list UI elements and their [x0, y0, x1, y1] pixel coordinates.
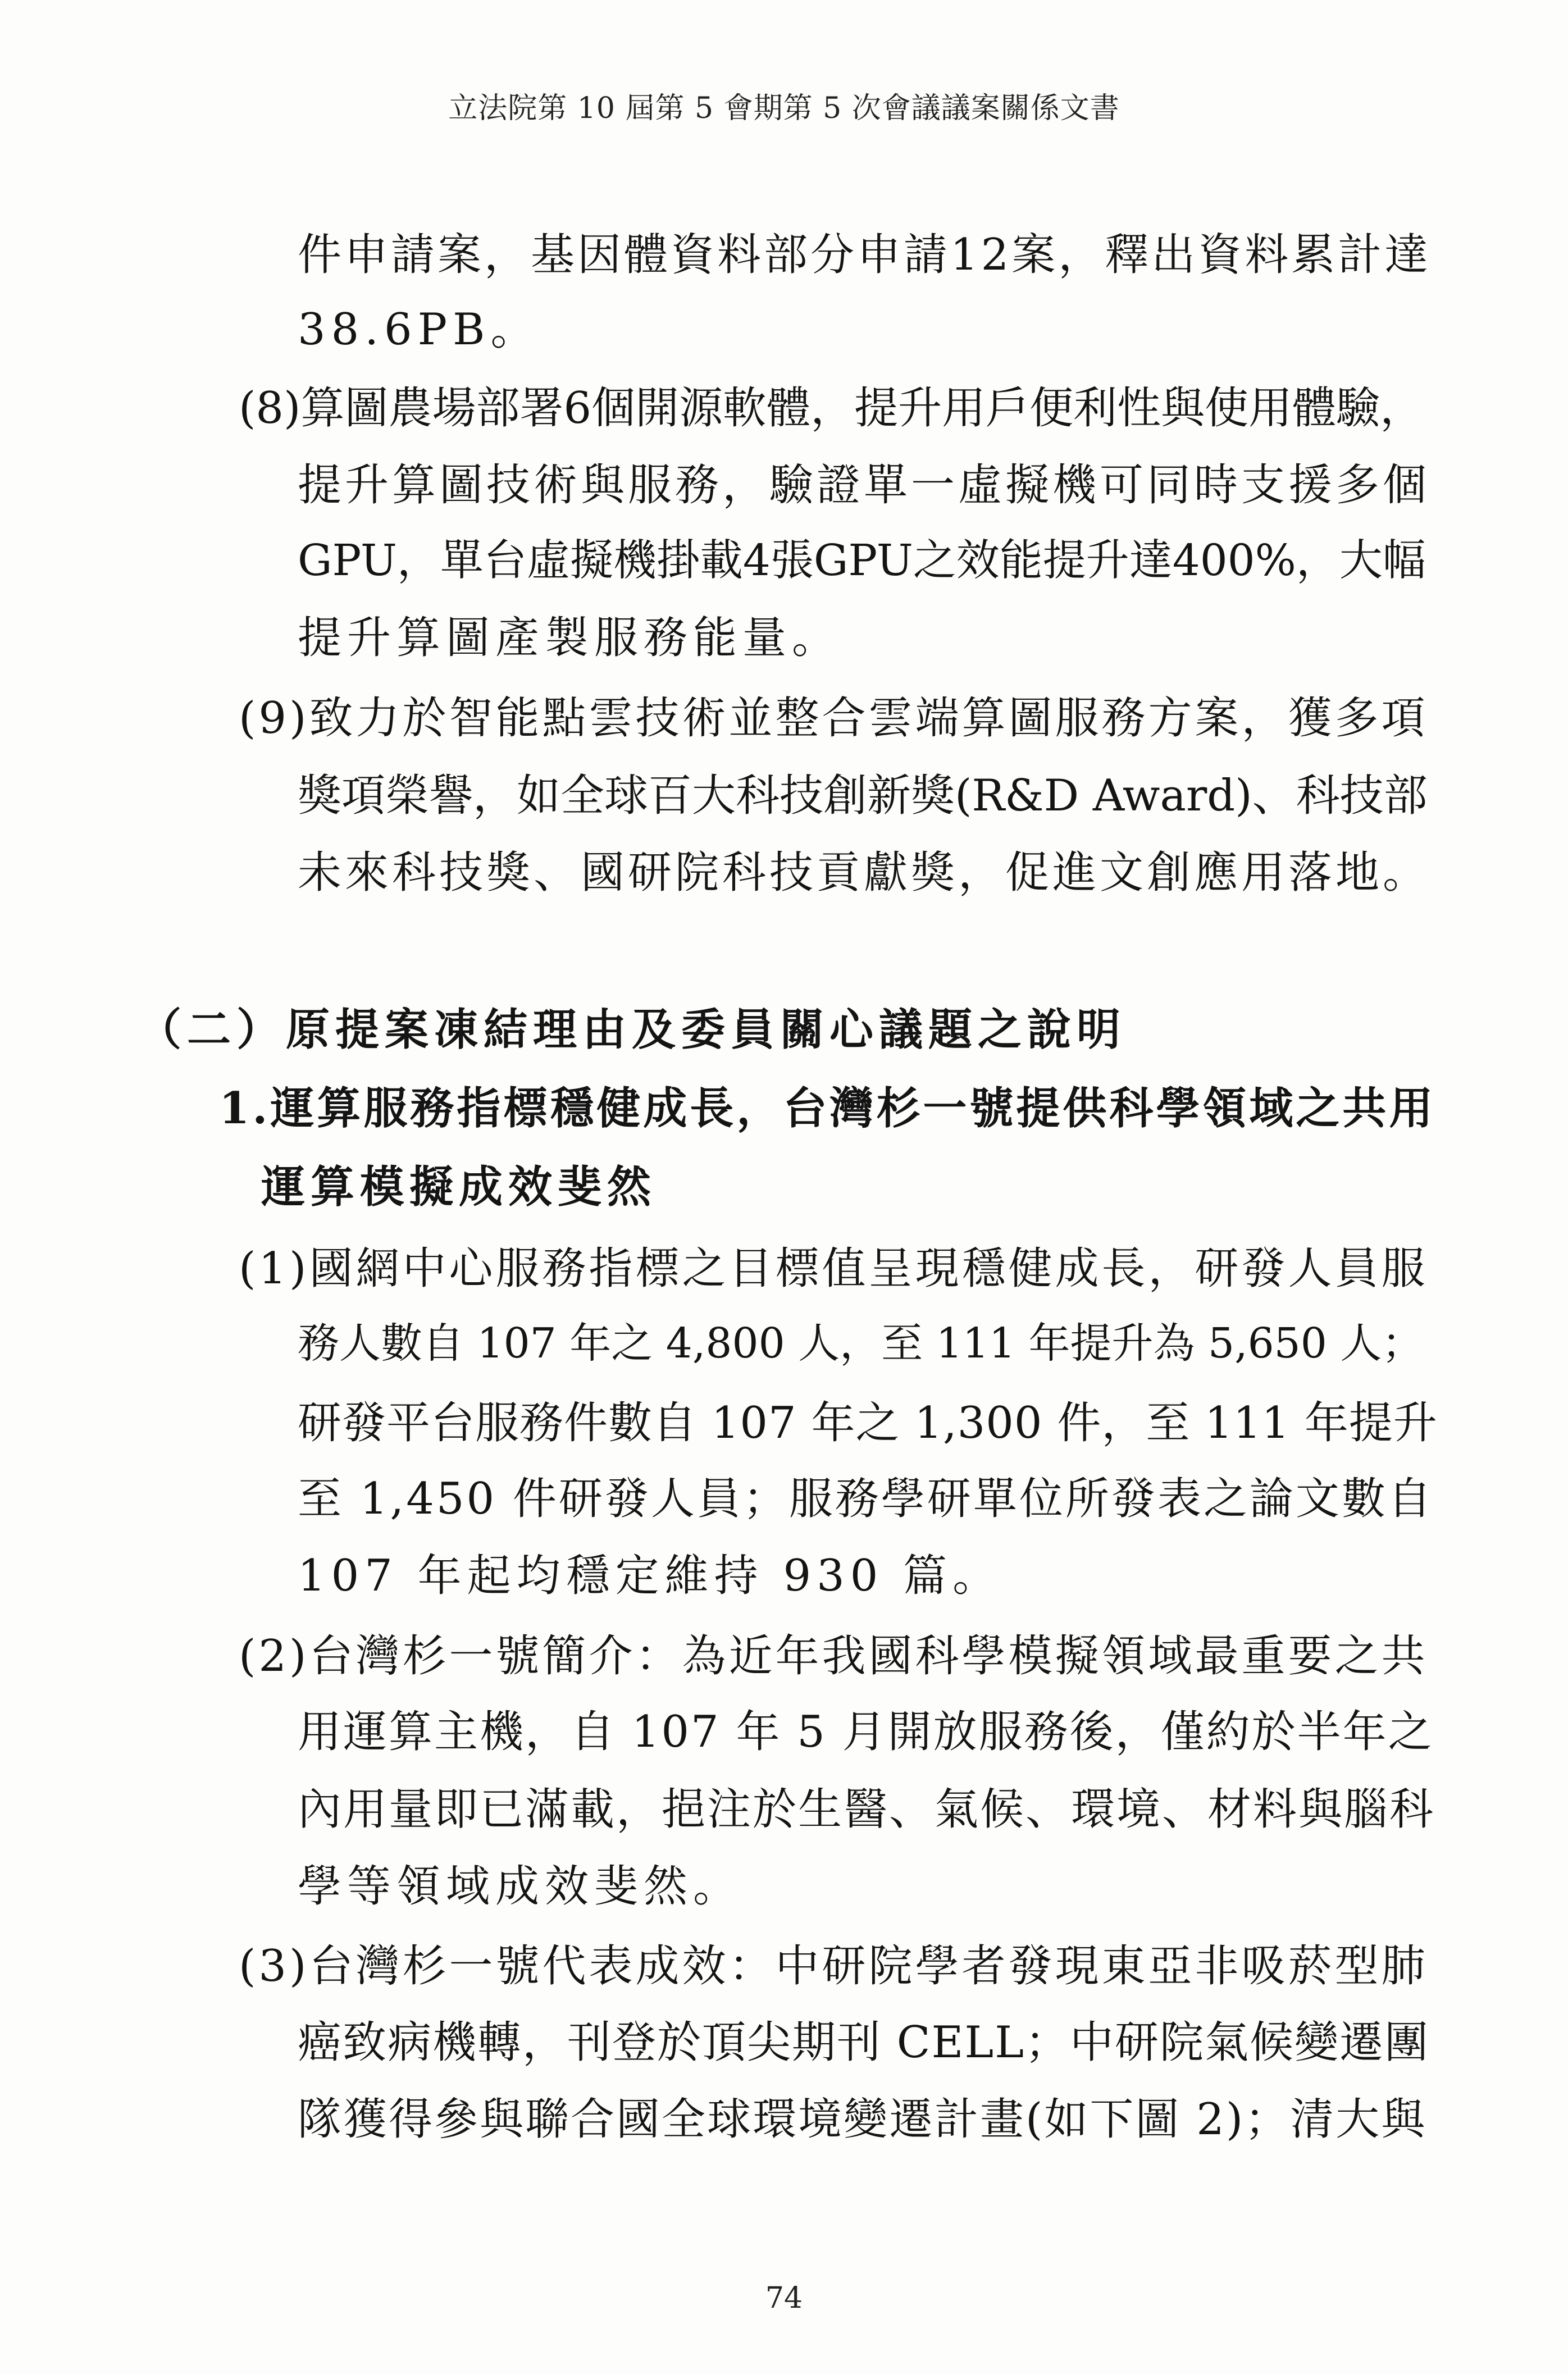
body-line: 研發平台服務件數自 107 年之 1,300 件，至 111 年提升 — [298, 1398, 1438, 1448]
list-item-9: (9)致力於智能點雲技術並整合雲端算圖服務方案，獲多項 — [239, 693, 1428, 744]
document-header: 立法院第 10 屆第 5 會期第 5 次會議議案關係文書 — [448, 92, 1120, 125]
list-item-1: (1)國網中心服務指標之目標值呈現穩健成長，研發人員服 — [239, 1243, 1428, 1294]
body-line: 隊獲得參與聯合國全球環境變遷計畫(如下圖 2)；清大與 — [298, 2094, 1427, 2145]
body-line: 內用量即已滿載，挹注於生醫、氣候、環境、材料與腦科 — [298, 1784, 1435, 1835]
section-heading: （二）原提案凍結理由及委員關心議題之說明 — [138, 1004, 1127, 1055]
list-item-3: (3)台灣杉一號代表成效：中研院學者發現東亞非吸菸型肺 — [239, 1941, 1428, 1992]
body-line: 至 1,450 件研發人員；服務學研單位所發表之論文數自 — [298, 1474, 1434, 1524]
body-line: 提升算圖技術與服務，驗證單一虛擬機可同時支援多個 — [298, 460, 1430, 511]
subheading: 1.運算服務指標穩健成長，台灣杉一號提供科學領域之共用 — [219, 1083, 1436, 1134]
body-line: GPU，單台虛擬機掛載4張GPU之效能提升達400%，大幅 — [298, 536, 1426, 586]
body-line: 癌致病機轉，刊登於頂尖期刊 CELL；中研院氣候變遷團 — [298, 2017, 1430, 2068]
body-line: 用運算主機，自 107 年 5 月開放服務後，僅約於半年之 — [298, 1707, 1434, 1757]
body-line: 務人數自 107 年之 4,800 人，至 111 年提升為 5,650 人； — [298, 1319, 1424, 1368]
body-line: 件申請案，基因體資料部分申請12案，釋出資料累計達 — [298, 230, 1432, 280]
subheading: 運算模擬成效斐然 — [261, 1161, 657, 1213]
body-line: 38.6PB。 — [298, 304, 540, 355]
body-line: 獎項榮譽，如全球百大科技創新獎(R&D Award)、科技部 — [298, 771, 1428, 821]
body-line: 提升算圖產製服務能量。 — [298, 613, 842, 663]
page-number: 74 — [765, 2281, 803, 2315]
list-item-8: (8)算圖農場部署6個開源軟體，提升用戶便利性與使用體驗， — [239, 383, 1424, 434]
body-line: 107 年起均穩定維持 930 篇。 — [298, 1551, 1002, 1601]
body-line: 學等領域成效斐然。 — [298, 1861, 743, 1912]
list-item-2: (2)台灣杉一號簡介：為近年我國科學模擬領域最重要之共 — [239, 1631, 1428, 1682]
body-line: 未來科技獎、國研院科技貢獻獎，促進文創應用落地。 — [298, 847, 1430, 898]
